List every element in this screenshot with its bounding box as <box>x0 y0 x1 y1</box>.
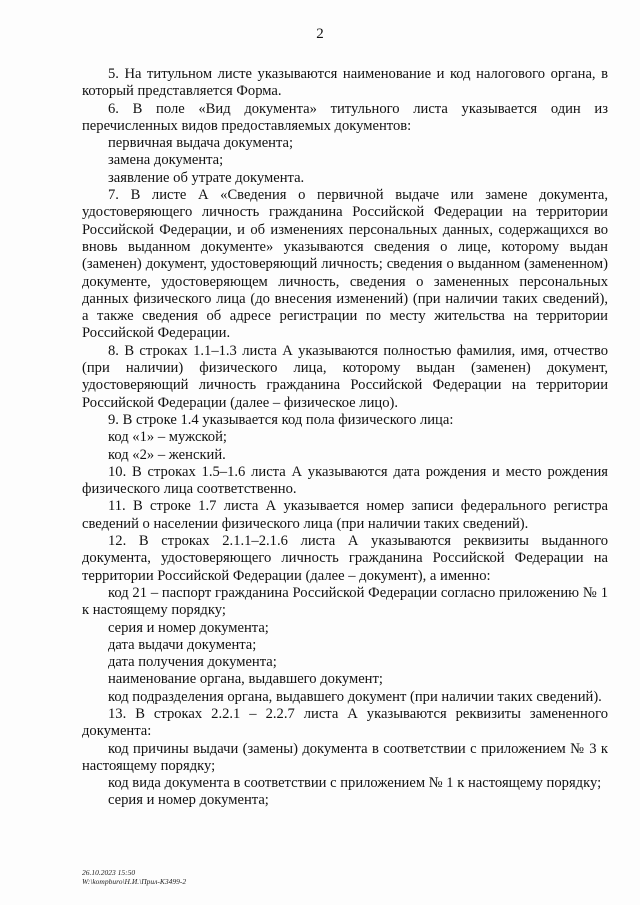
list-item: код «2» – женский. <box>108 446 226 463</box>
paragraph-8: 8. В строках 1.1–1.3 листа А указываются полностью фамилия, имя, отчество (при наличии) физического лица, которому выдан (заменен) документ, удостоверяющий личность гражданина Российской Федерации на территории Российской Федерации (далее – физическое лицо). <box>82 342 608 411</box>
list-item: заявление об утрате документа. <box>108 169 305 186</box>
paragraph-13: 13. В строках 2.2.1 – 2.2.7 листа А указываются реквизиты замененного документа: <box>82 705 608 740</box>
paragraph-10: 10. В строках 1.5–1.6 листа А указываются дата рождения и место рождения физического лица соответственно. <box>82 463 608 498</box>
footer-timestamp: 26.10.2023 15:50 <box>82 868 136 877</box>
list-item: серия и номер документа; <box>108 792 269 809</box>
list-item: код 21 – паспорт гражданина Российской Федерации согласно приложению № 1 к настоящему порядку; <box>82 584 608 619</box>
footer-stamp <box>82 868 186 886</box>
document-body <box>82 66 608 810</box>
paragraph-5: 5. На титульном листе указываются наименование и код налогового органа, в который представляется Форма. <box>82 66 608 100</box>
list-item: код подразделения органа, выдавшего документ (при наличии таких сведений). <box>108 688 602 705</box>
paragraph-7: 7. В листе А «Сведения о первичной выдаче или замене документа, удостоверяющего личность гражданина Российской Федерации на территории Российской Федерации, и об изменениях персональных данных, содержащихся во вновь выданном документе» указываются сведения о лице, которому выдан (заменен) документ, удостоверяющий личность; сведения о выданном (замененном) документе, удостоверяющем личность, сведения о замененных персональных данных физического лица (до внесения изменений) (при наличии таких сведений), а также сведения об адресе регистрации по месту жительства на территории Российской Федерации. <box>82 187 608 342</box>
list-item: дата получения документа; <box>108 654 277 671</box>
list-item: замена документа; <box>108 152 224 169</box>
list-item: первичная выдача документа; <box>108 135 294 152</box>
paragraph-11: 11. В строке 1.7 листа А указывается номер записи федерального регистра сведений о населении физического лица (при наличии таких сведений). <box>82 498 608 532</box>
paragraph-12: 12. В строках 2.1.1–2.1.6 листа А указываются реквизиты выданного документа, удостоверяющего личность гражданина Российской Федерации на территории Российской Федерации (далее – документ), а именно: <box>82 533 608 584</box>
page-number: 2 <box>316 26 324 42</box>
list-item: код причины выдачи (замены) документа в соответствии с приложением № 3 к настоящему порядку; <box>82 740 608 774</box>
list-item: дата выдачи документа; <box>108 636 257 653</box>
footer-file-path: W:\kompburo\Н.И.\Прил-К3499-2 <box>82 877 187 886</box>
list-item: код «1» – мужской; <box>108 429 227 446</box>
list-item: наименование органа, выдавшего документ; <box>108 671 383 688</box>
paragraph-6: 6. В поле «Вид документа» титульного листа указывается один из перечисленных видов предоставляемых документов: <box>82 100 608 134</box>
paragraph-9: 9. В строке 1.4 указывается код пола физического лица: <box>108 411 454 428</box>
list-item: код вида документа в соответствии с приложением № 1 к настоящему порядку; <box>108 775 602 792</box>
list-item: серия и номер документа; <box>108 619 269 636</box>
